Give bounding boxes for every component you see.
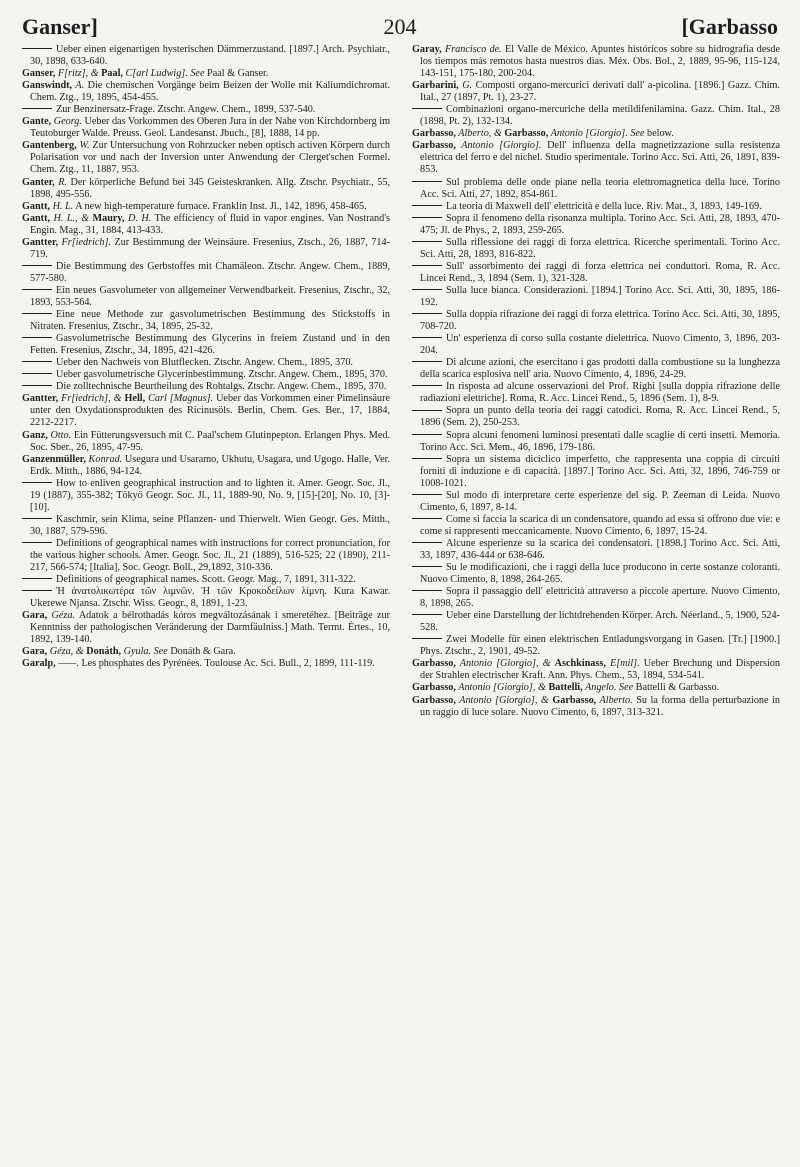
sub-entry-text: Die Bestimmung des Gerbstoffes mit Chamäleon. Ztschr. Angew. Chem., 1889, 577-580. [30, 260, 390, 284]
sub-entry-text: Zwei Modelle für einen elektrischen Entladungsvorgang in Gasen. [Tr.] [1900.] Phys. Ztschr., 2, 1901, 49-52. [420, 634, 780, 658]
ditto-rule [22, 590, 52, 591]
sub-entry-text: Sopra il passaggio dell' elettricità attraverso a piccole aperture. Nuovo Cimento, 8, 1898, 265. [420, 586, 780, 610]
author-surname: Garbasso, [412, 658, 456, 670]
author-surname: Gante, [22, 116, 52, 128]
entry-text: Su la forma della perturbazione in un raggio di luce solare. Nuovo Cimento, 6, 1897, 313-321. [420, 694, 780, 718]
right-column [412, 44, 780, 719]
sub-entry [22, 514, 390, 538]
sub-entry [22, 104, 390, 116]
bibliography-entry [412, 658, 780, 682]
ditto-rule [412, 265, 442, 266]
sub-entry-text: Ueber gasvolumetrische Glycerinbestimmung. Ztschr. Angew. Chem., 1895, 370. [56, 369, 388, 381]
sub-entry [22, 261, 390, 285]
author-surname: Gantt, [22, 200, 51, 212]
entry-text: Die chemischen Vorgänge beim Beizen der Wolle mit Kaliumdichromat. Chem. Ztg., 19, 1895, 454-455. [30, 80, 391, 104]
sub-entry [412, 514, 780, 538]
author-given-name: R. [54, 176, 68, 188]
bibliography-entry [412, 140, 780, 176]
entry-text: Usegura und Usaramo, Ukhutu, Usagara, und Ugogo. Halle, Ver. Erdk. Mitth., 1886, 94-124. [30, 453, 390, 477]
sub-entry-text: How to enliven geographical instruction and to lighten it. Amer. Geogr. Soc. Jl., 19 (1887), 355-382; Tökyö Geogr. Soc. Jl., 11, 1889-90, No. 9, [15]-[20], No. 10, [3]-[10]. [30, 477, 390, 513]
sub-entry-text: Ueber den Nachweis von Blutflecken. Ztschr. Angew. Chem., 1895, 370. [56, 357, 353, 369]
ditto-rule [412, 361, 442, 362]
coauthor-given-name: Gyula. See [121, 646, 171, 658]
sub-entry-text: Sopra un sistema diciclico imperfetto, che rappresenta una coppia di circuiti forniti di induzione e di capacità. [1897.] Torino Acc. Sci. Atti, 32, 1896, 746-759 or 1008-1021. [420, 453, 780, 489]
sub-entry [22, 381, 390, 393]
header-left: Ganser] [22, 14, 98, 39]
bibliography-entry [22, 140, 390, 176]
ditto-rule [412, 181, 442, 182]
sub-entry-text: Su le modificazioni, che i raggi della luce producono in certe sostanze coloranti. Nuovo Cimento, 8, 1898, 264-265. [420, 562, 780, 586]
sub-entry [412, 213, 780, 237]
author-surname: Garbasso, [412, 682, 456, 694]
author-given-name: Antonio [Giorgio]. [455, 140, 542, 152]
entry-text: A new high-temperature furnace. Franklin Inst. Jl., 142, 1896, 458-465. [73, 200, 367, 212]
coauthor-given-name: Alberto. [596, 694, 633, 706]
entry-text: Composti organo-mercurici derivati dall' a-picolina. [1896.] Gazz. Chim. Ital., 27 (1897, Pt. 1), 23-27. [420, 80, 780, 104]
bibliography-entry [22, 430, 390, 454]
entry-text: Dell' influenza della magnetizzazione sulla resistenza elettrica del ferro e del nichel. Studio sperimentale. Torino Acc. Sci. Atti, 26, 1891, 839-853. [420, 140, 781, 176]
entry-text: Zur Bestimmung der Weinsäure. Fresenius, Ztsch., 26, 1887, 714-719. [30, 236, 390, 260]
coauthor-surname: Battelli, [548, 682, 583, 694]
sub-entry [412, 201, 780, 213]
ditto-rule [412, 385, 442, 386]
sub-entry [412, 538, 780, 562]
bibliography-entry [22, 80, 390, 104]
entry-text: Ueber das Vorkommen des Oberen Jura in der Nahe von Kirchdornberg im Teutoburger Walde. Preuss. Geol. Landesanst. Jbuch., [8], 1888, 14 pp. [30, 116, 391, 140]
author-given-name: Géza, & [47, 646, 87, 658]
sub-entry-text: Come si faccia la scarica di un condensatore, quando ad essa si offrono due vie: e come si rappresenti meccanicamente. Nuovo Cimento, 6, 1897, 15-24. [420, 513, 780, 537]
bibliography-entry [412, 80, 780, 104]
ditto-rule [22, 542, 52, 543]
sub-entry [412, 490, 780, 514]
sub-entry [22, 44, 390, 68]
ditto-rule [412, 313, 442, 314]
ditto-rule [22, 108, 52, 109]
ditto-rule [22, 289, 52, 290]
author-surname: Ganz, [22, 429, 48, 441]
sub-entry-text: La teoria di Maxwell dell' elettricità e della luce. Riv. Mat., 3, 1893, 149-169. [446, 200, 762, 212]
author-given-name: Otto. [47, 429, 72, 441]
sub-entry [412, 381, 780, 405]
sub-entry-text: Sopra un punto della teoria dei raggi catodici. Roma, R. Acc. Lincei Rend., 5, 1896 (Sem. 2), 250-253. [420, 405, 780, 429]
coauthor-given-name: E[mil]. [605, 658, 640, 670]
author-given-name: ——. [55, 658, 79, 670]
sub-entry [412, 430, 780, 454]
sub-entry [412, 634, 780, 658]
author-given-name: Fr[iedrich]. [58, 236, 112, 248]
ditto-rule [22, 48, 52, 49]
sub-entry-text: Sopra il fenomeno della risonanza multipla. Torino Acc. Sci. Atti, 28, 1893, 470-475; Jl. de Phys., 2, 1893, 259-265. [420, 212, 780, 236]
entry-text: Ueber Brechung und Dispersion der Strahlen electrischer Kraft. Ann. Phys. Chem., 53, 1894, 534-541. [420, 658, 780, 682]
ditto-rule [412, 337, 442, 338]
ditto-rule [22, 373, 52, 374]
author-given-name: H. L., & [50, 212, 93, 224]
entry-text: Ein Fütterungsversuch mit C. Paal'schem Glutinpepton. Erlangen Phys. Med. Soc. Sber., 26, 1895, 47-95. [30, 429, 390, 453]
page-number: 204 [383, 14, 417, 39]
entry-text: below. [647, 128, 674, 140]
coauthor-given-name: C[arl Ludwig]. See [122, 68, 208, 80]
sub-entry-text: Definitions of geographical names with instructions for correct pronunciation, for the various higher schools. Amer. Geogr. Soc. Jl., 21 (1889), 516-525; 22 (1890), 211-217, 566-574; [Italia], Soc. Geogr. Boll., 29,1892, 310-336. [30, 537, 390, 574]
author-given-name: Konrad. [85, 453, 123, 465]
entry-text: El Valle de México. Apuntes históricos sobre su hidrografía desde los tiempos más remotos hasta nuestros dias. Méx. Obs. Bol., 2, 1889, 95-96, 115-124, 143-151, 175-180, 200-204. [420, 44, 780, 80]
sub-entry [412, 237, 780, 261]
bibliography-entry [22, 658, 390, 670]
author-surname: Gantenberg, [22, 140, 77, 152]
bibliography-entry [22, 454, 390, 478]
author-surname: Ganzenmüller, [22, 453, 86, 465]
author-surname: Garbasso, [412, 128, 456, 140]
sub-entry [22, 369, 390, 381]
ditto-rule [412, 410, 442, 411]
coauthor-given-name: Antonio [Giorgio]. See [548, 128, 648, 140]
sub-entry [22, 538, 390, 574]
sub-entry [412, 357, 780, 381]
ditto-rule [412, 289, 442, 290]
author-surname: Garalp, [22, 658, 56, 670]
bibliography-entry [22, 213, 390, 237]
ditto-rule [22, 265, 52, 266]
author-surname: Ganswindt, [22, 80, 73, 92]
sub-entry-text: Ueber einen eigenartigen hysterischen Dämmerzustand. [1897.] Arch. Psychiatr., 30, 1898, 633-640. [30, 44, 390, 68]
coauthor-surname: Donáth, [86, 646, 122, 658]
sub-entry-text: Sulla riflessione dei raggi di forza elettrica. Ricerche sperimentali. Torino Acc. Sci. Atti, 28, 1893, 816-822. [420, 236, 780, 260]
ditto-rule [412, 638, 442, 639]
sub-entry-text: Ἡ ἀνατολικωτέρα τῶν λιμνῶν. Ἡ τῶν Κροκοδείλων λίμνη. Kura Kawar. Ukerewe Njansa. Ztschr. Wiss. Geogr., 8, 1891, 1-23. [30, 586, 390, 610]
author-given-name: Francisco de. [441, 44, 502, 55]
bibliography-entry [22, 68, 390, 80]
ditto-rule [22, 578, 52, 579]
bibliography-entry [22, 237, 390, 261]
author-given-name: Georg. [51, 116, 82, 128]
page-header [22, 14, 778, 40]
entry-text: Paal & Ganser. [207, 68, 269, 80]
ditto-rule [412, 241, 442, 242]
header-right: [Garbasso [681, 14, 778, 39]
sub-entry-text: Kaschmir, sein Klima, seine Pflanzen- und Thierwelt. Wien Geogr. Ges. Mitth., 30, 1887, 579-596. [30, 513, 390, 537]
sub-entry-text: Ueber eine Darstellung der lichtdrehenden Körper. Arch. Néerland., 5, 1900, 524-528. [420, 610, 780, 634]
author-given-name: W. [76, 140, 90, 152]
ditto-rule [22, 337, 52, 338]
author-given-name: Fr[iedrich], & [58, 393, 125, 405]
sub-entry [22, 333, 390, 357]
sub-entry-text: Zur Benzinersatz-Frage. Ztschr. Angew. Chem., 1899, 537-540. [56, 104, 316, 116]
ditto-rule [22, 385, 52, 386]
author-surname: Garbasso, [412, 694, 456, 706]
ditto-rule [412, 566, 442, 567]
entry-text: Zur Untersuchung von Rohrzucker neben optisch activen Körpern durch Polarisation vor und nach der Inversion unter Anwendung der Clerget'schen Formel. Chem. Ztg., 11, 1887, 953. [30, 140, 390, 176]
bibliography-entry [22, 393, 390, 429]
sub-entry [412, 562, 780, 586]
entry-text: Adatok a bélrothadás kóros megváltozásának i smeretéhez. [Beiträge zur Kenntniss der pathologischen Veränderung der Darmfäulniss.] Math. Termt. Értes., 10, 1892, 139-140. [30, 610, 391, 646]
coauthor-surname: Aschkinass, [554, 658, 606, 670]
ditto-rule [22, 313, 52, 314]
sub-entry-text: Alcune esperienze su la scarica dei condensatori. [1898.] Torino Acc. Sci. Atti, 33, 1897, 436-444 or 638-646. [420, 537, 780, 561]
author-given-name: Antonio [Giorgio], & [455, 658, 555, 670]
sub-entry [412, 454, 780, 490]
coauthor-surname: Paal, [101, 68, 123, 80]
sub-entry-text: Sul problema delle onde piane nella teoria elettromagnetica della luce. Torino Acc. Sci. Atti, 27, 1892, 854-861. [420, 176, 780, 200]
sub-entry [412, 309, 780, 333]
author-given-name: A. [72, 80, 85, 92]
ditto-rule [412, 458, 442, 459]
bibliography-entry [22, 201, 390, 213]
bibliography-entry [412, 682, 780, 694]
sub-entry [412, 285, 780, 309]
author-given-name: Antonio [Giorgio], & [455, 694, 553, 706]
bibliography-entry [412, 128, 780, 140]
sub-entry-text: Eine neue Methode zur gasvolumetrischen Bestimmung des Stickstoffs in Nitraten. Fresenius, Ztschr., 34, 1895, 25-32. [30, 309, 390, 333]
sub-entry-text: Un' esperienza di corso sulla costante dielettrica. Nuovo Cimento, 3, 1896, 203-204. [420, 333, 780, 357]
ditto-rule [412, 434, 442, 435]
entry-text: Les phosphates des Pyrénées. Toulouse Ac. Sci. Bull., 2, 1899, 111-119. [78, 658, 375, 670]
author-given-name: Alberto, & [455, 128, 505, 140]
sub-entry-text: In risposta ad alcune osservazioni del Prof. Righi [sulla doppia rifrazione delle radiazioni elettriche]. Roma, R. Acc. Lincei Rend., 5, 1896 (Sem. 1), 8-9. [420, 381, 780, 405]
sub-entry [412, 405, 780, 429]
entry-text: Der körperliche Befund bei 345 Geisteskranken. Allg. Ztschr. Psychiatr., 55, 1898, 495-556. [30, 176, 390, 200]
author-surname: Gantt, [22, 212, 51, 224]
ditto-rule [412, 217, 442, 218]
sub-entry [412, 261, 780, 285]
sub-entry [412, 610, 780, 634]
coauthor-given-name: D. H. [124, 212, 152, 224]
author-surname: Gantter, [22, 393, 59, 405]
bibliography-entry [22, 116, 390, 140]
sub-entry-text: Sulla luce bianca. Considerazioni. [1894.] Torino Acc. Sci. Atti, 30, 1895, 186-192. [420, 284, 780, 308]
ditto-rule [412, 205, 442, 206]
sub-entry [22, 574, 390, 586]
entry-text: Battelli & Garbasso. [635, 682, 720, 694]
bibliography-entry [22, 177, 390, 201]
ditto-rule [22, 518, 52, 519]
sub-entry [412, 177, 780, 201]
ditto-rule [412, 614, 442, 615]
sub-entry [22, 357, 390, 369]
author-surname: Gara, [22, 646, 48, 658]
author-surname: Gara, [22, 610, 48, 622]
sub-entry [412, 333, 780, 357]
sub-entry-text: Ein neues Gasvolumeter von allgemeiner Verwendbarkeit. Fresenius, Ztschr., 32, 1893, 553-564. [30, 284, 390, 308]
sub-entry-text: Definitions of geographical names. Scott. Geogr. Mag., 7, 1891, 311-322. [56, 574, 356, 586]
sub-entry-text: Combinazioni organo-mercuriche della metildifenilamina. Gazz. Chim. Ital., 28 (1898, Pt. 2), 132-134. [420, 104, 780, 128]
bibliography-entry [412, 695, 780, 719]
ditto-rule [412, 542, 442, 543]
ditto-rule [22, 482, 52, 483]
sub-entry [22, 586, 390, 610]
sub-entry-text: Sul modo di interpretare certe esperienze del sig. P. Zeeman di Leida. Nuovo Cimento, 6, 1897, 8-14. [420, 489, 780, 513]
left-column [22, 44, 390, 670]
coauthor-surname: Hell, [124, 393, 146, 405]
ditto-rule [412, 518, 442, 519]
author-surname: Gantter, [22, 236, 59, 248]
coauthor-given-name: Carl [Magnus]. [145, 393, 214, 405]
entry-text: Ueber das Vorkommen einer Pimelinsäure unter den Oxydationsprodukten des Ricinusöls. Berlin, Chem. Ges. Ber., 17, 1884, 2212-2217. [30, 393, 390, 429]
sub-entry [22, 309, 390, 333]
author-surname: Ganser, [22, 68, 56, 80]
sub-entry-text: Die zolltechnische Beurtheilung des Rohtalgs. Ztschr. Angew. Chem., 1895, 370. [56, 381, 387, 393]
ditto-rule [412, 494, 442, 495]
coauthor-surname: Garbasso, [504, 128, 549, 140]
sub-entry-text: Sopra alcuni fenomeni luminosi presentati dalle scaglie di certi insetti. Memoria. Torino Acc. Sci. Mem., 46, 1896, 179-186. [420, 429, 780, 453]
sub-entry [412, 104, 780, 128]
sub-entry-text: Sulla doppia rifrazione dei raggi di forza elettrica. Torino Acc. Sci. Atti, 30, 1895, 708-720. [420, 309, 780, 333]
author-surname: Garay, [412, 44, 442, 55]
author-surname: Ganter, [22, 176, 55, 188]
bibliography-entry [412, 44, 780, 80]
coauthor-given-name: Angelo. See [582, 682, 636, 694]
coauthor-surname: Garbasso, [552, 694, 597, 706]
author-given-name: Géza. [47, 610, 76, 622]
entry-text: The efficiency of fluid in vapor engines. Van Nostrand's Engin. Mag., 31, 1884, 413-433. [30, 212, 391, 236]
ditto-rule [22, 361, 52, 362]
sub-entry [22, 285, 390, 309]
sub-entry [22, 478, 390, 514]
author-surname: Garbarini, [412, 80, 459, 92]
sub-entry [412, 586, 780, 610]
coauthor-surname: Maury, [92, 212, 125, 224]
sub-entry-text: Di alcune azioni, che esercitano i gas prodotti dalla combustione su la lunghezza della scarica esplosiva nell' aria. Nuovo Cimento, 4, 1896, 24-29. [420, 357, 780, 381]
sub-entry-text: Gasvolumetrische Bestimmung des Glycerins in freiem Zustand und in den Fetten. Fresenius, Ztschr., 34, 1895, 421-426. [30, 333, 390, 357]
ditto-rule [412, 108, 442, 109]
author-given-name: F[ritz], & [55, 68, 102, 80]
sub-entry-text: Sull' assorbimento dei raggi di forza elettrica nei conduttori. Roma, R. Acc. Lincei Rend., 3, 1894 (Sem. 1), 321-328. [420, 260, 780, 284]
author-given-name: G. [458, 80, 473, 92]
author-given-name: H. L. [50, 200, 74, 212]
entry-text: Donáth & Gara. [170, 646, 236, 658]
author-surname: Garbasso, [412, 140, 456, 152]
ditto-rule [412, 590, 442, 591]
bibliography-entry [22, 646, 390, 658]
author-given-name: Antonio [Giorgio], & [455, 682, 549, 694]
bibliography-entry [22, 610, 390, 646]
